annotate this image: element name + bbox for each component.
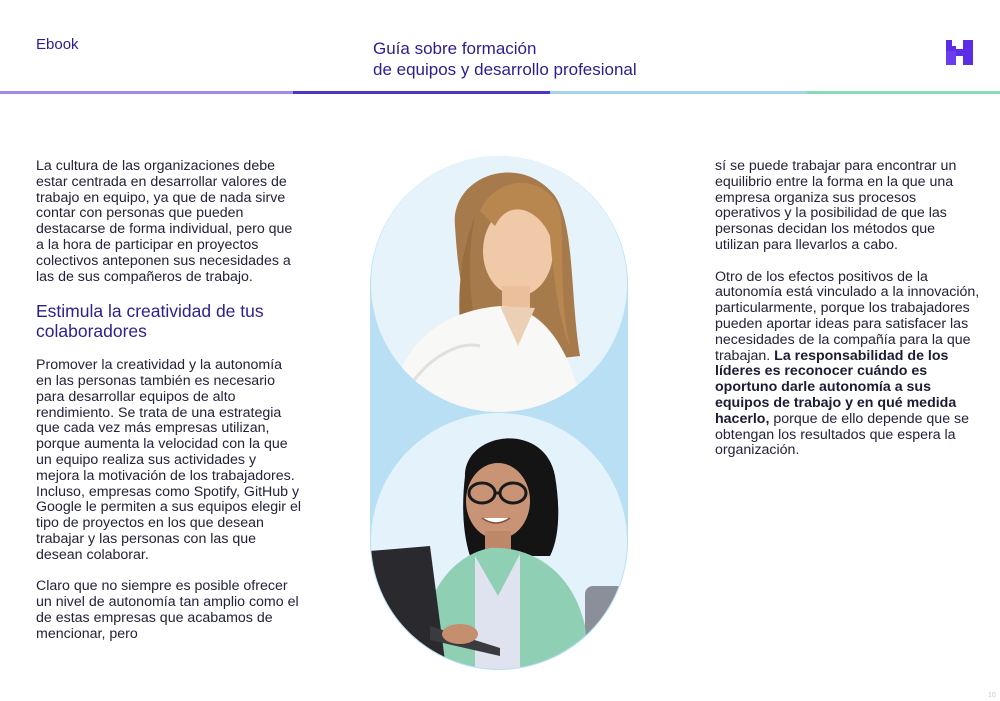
left-text-column: [36, 159, 301, 658]
right-paragraph-2: [715, 270, 980, 460]
ebook-label: Ebook: [36, 36, 79, 53]
document-title: [373, 38, 637, 80]
right-paragraph-2-emphasis: La responsabilidad de los líderes es reconocer cuándo es oportuno darle autonomía a sus equipos de trabajo y en qué medida hacerlo,: [715, 347, 957, 427]
left-paragraph-1: La cultura de las organizaciones debe estar centrada en desarrollar valores de trabajo en equipo, ya que de nada sirve contar con personas que pueden destacarse de forma individual, pero que a la hora de participar en proyectos colectivos anteponen sus necesidades a las de sus compañeros de trabajo.: [36, 158, 293, 285]
section-heading: Estimula la creatividad de tus colaboradores: [36, 301, 264, 342]
brand-logo-icon: [946, 40, 973, 65]
document-title-line-1: Guía sobre formación: [373, 39, 537, 58]
right-text-column: [715, 159, 980, 475]
woman-laptop-photo: [370, 413, 628, 670]
page-number: 10: [988, 692, 996, 699]
photo-collage-graphic: [370, 156, 628, 670]
document-title-line-2: de equipos y desarrollo profesional: [373, 60, 637, 79]
header-divider: [0, 91, 1000, 94]
right-paragraph-2-end: porque de ello depende que se obtengan los resultados que espera la organización.: [715, 410, 970, 459]
left-paragraph-3: Claro que no siempre es posible ofrecer un nivel de autonomía tan amplio como el de estas empresas que acabamos de mencionar, pero: [36, 578, 299, 642]
right-paragraph-1: sí se puede trabajar para encontrar un equilibrio entre la forma en la que una empresa organiza sus procesos operativos y la posibilidad de que las personas decidan los métodos que utilizan para llevarlos a cabo.: [715, 158, 957, 253]
right-paragraph-2-start: Otro de los efectos positivos de la autonomía está vinculado a la innovación, particularmente, porque los trabajadores pueden aportar ideas para satisfacer las necesidades de la compañía para la que trabajan.: [715, 268, 980, 364]
left-paragraph-2: Promover la creatividad y la autonomía en las personas también es necesario para desarrollar equipos de alto rendimiento. Se trata de una estrategia que cada vez más empresas utilizan, porque aumenta la velocidad con la que un equipo realiza sus actividades y mejora la motivación de los trabajadores. Incluso, empresas como Spotify, GitHub y Google le permiten a sus equipos elegir el tipo de proyectos en los que desean trabajar y las personas con las que desean colaborar.: [36, 357, 301, 563]
photo-collage: [370, 156, 628, 670]
